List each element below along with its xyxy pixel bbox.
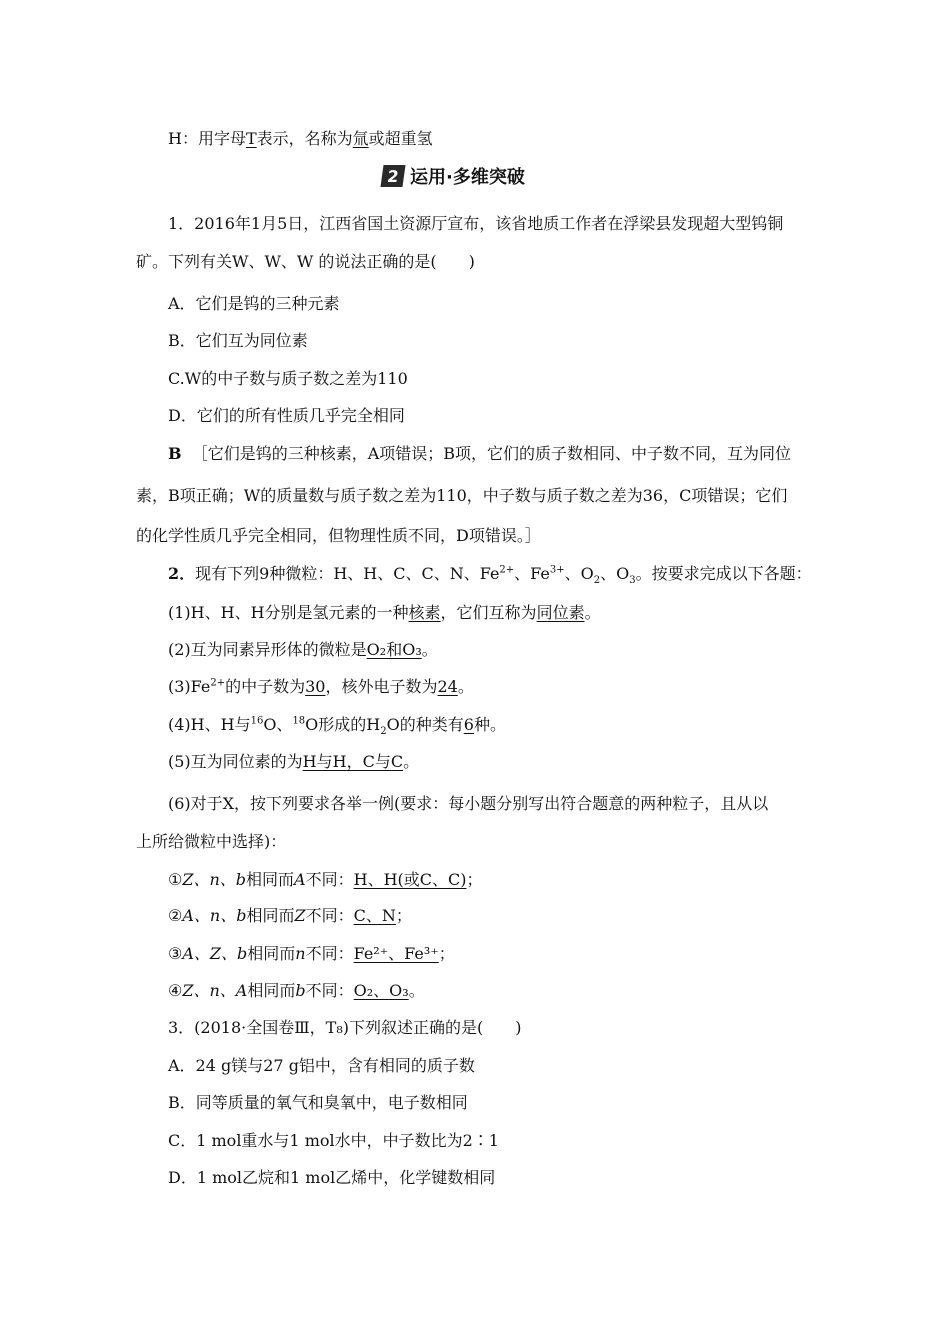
text: (5)互为同位素的为 [168,752,303,771]
q3-option-a: A．24 g镁与27 g铝中，含有相同的质子数 [168,1056,475,1075]
text: (3)Fe [168,677,211,696]
text: ，它们互称为 [440,603,537,622]
answer-blank: H、H(或C、C) [353,870,467,889]
text: (2)互为同素异形体的微粒是 [168,640,367,659]
answer-blank: Fe²⁺、Fe³⁺ [353,944,439,963]
q2-part2 [168,640,438,660]
q2-case2 [168,906,412,926]
text: 不同： [305,906,354,925]
mass-number: 16 [250,715,264,727]
q2-part6-line2: 上所给微粒中选择)： [136,832,287,851]
mass-number: 18 [292,715,306,727]
answer-blank: 6 [463,715,474,734]
text: 相同而 [247,944,296,963]
q1-stem-line2: 矿。下列有关W、W、W 的说法正确的是( ) [136,252,475,271]
text: 。 [421,640,438,659]
text: ④ [168,981,183,1000]
text: 现有下列9种微粒：H、H、C、C、N、Fe [195,564,500,583]
answer-blank: 30 [305,677,326,696]
answer-blank: C、N [353,906,396,925]
text: 的中子数为 [225,677,306,696]
text: 相同而 [246,906,295,925]
q3-stem: 3．(2018·全国卷Ⅲ，T₈)下列叙述正确的是( ) [168,1018,522,1037]
answer-blank: 24 [437,677,458,696]
variable: Z [294,906,306,925]
q2-part4 [168,715,506,738]
charge: 3+ [549,564,565,576]
text: 、O [564,564,594,583]
variables: A、Z、b [182,944,248,963]
charge: 2+ [210,677,226,689]
q2-part5 [168,752,419,772]
q1-answer-line1 [168,444,791,464]
variable: b [295,981,306,1000]
text: ； [466,870,483,889]
text: H：用字母 [168,129,246,148]
charge: 2+ [499,564,515,576]
text: 、Fe [514,564,550,583]
text: 。 [584,603,601,622]
q1-answer-line2: 素，B项正确；W的质量数与质子数之差为110，中子数与质子数之差为36，C项错误；它们 [136,486,788,505]
answer-blank: T [245,129,257,148]
text: 。 [457,677,474,696]
variables: Z、n、A [182,981,248,1000]
subscript: 2 [593,575,601,587]
text: (4)H、H与 [168,715,251,734]
text: 不同： [305,870,354,889]
text: 。按要求完成以下各题： [635,564,812,583]
text: ； [395,906,412,925]
text: ③ [168,944,183,963]
q2-case4 [168,981,425,1001]
q1-option-a: A．它们是钨的三种元素 [168,294,340,313]
text: 。 [408,981,425,1000]
variables: A、n、b [182,906,247,925]
q2-part1 [168,603,601,623]
text: ① [168,870,183,889]
text: O的种类有 [386,715,464,734]
section-banner [382,163,525,189]
text: 。 [403,752,420,771]
q3-option-b: B．同等质量的氧气和臭氧中，电子数相同 [168,1093,468,1112]
variable: A [294,870,306,889]
q2-stem [168,564,812,587]
text: 表示，名称为 [256,129,353,148]
text: O形成的H [305,715,381,734]
text: 相同而 [246,870,295,889]
tritium-line [168,129,433,149]
q2-case3 [168,944,455,964]
subscript: 2 [380,726,387,738]
q2-part3 [168,677,474,697]
answer-letter: B [168,444,182,463]
q3-option-d: D．1 mol乙烷和1 mol乙烯中，化学键数相同 [168,1168,496,1187]
q1-answer-line3: 的化学性质几乎完全相同，但物理性质不同，D项错误。］ [136,526,541,545]
text: 相同而 [247,981,296,1000]
q3-option-c: C．1 mol重水与1 mol水中，中子数比为2∶1 [168,1131,499,1150]
subscript: 3 [629,575,636,587]
text: ，核外电子数为 [325,677,438,696]
text: 不同： [305,981,354,1000]
q2-part6-line1: (6)对于X，按下列要求各举一例(要求：每小题分别写出符合题意的两种粒子，且从以 [168,794,769,813]
answer-blank: H与H，C与C [302,752,404,771]
answer-blank: 核素 [408,603,441,622]
text: ② [168,906,183,925]
text: 或超重氢 [368,129,433,148]
answer-blank: O₂、O₃ [353,981,409,1000]
q1-stem-line1: 1．2016年1月5日，江西省国土资源厅宣布，该省地质工作者在浮梁县发现超大型钨铜 [168,214,784,233]
text: ［它们是钨的三种核素，A项错误；B项，它们的质子数相同、中子数不同，互为同位 [191,444,792,463]
q1-option-b: B．它们互为同位素 [168,331,308,350]
section-title: 运用·多维突破 [410,167,525,188]
text: 不同： [305,944,354,963]
answer-blank: O₂和O₃ [366,640,422,659]
q1-option-c: C.W的中子数与质子数之差为110 [168,369,408,388]
section-number-badge: 2 [380,165,405,187]
variables: Z、n、b [182,870,247,889]
text: 种。 [473,715,506,734]
q2-case1 [168,870,483,890]
answer-blank: 氚 [352,129,369,148]
q1-option-d: D．它们的所有性质几乎完全相同 [168,406,405,425]
variable: n [295,944,306,963]
answer-blank: 同位素 [536,603,585,622]
text: 、O [600,564,630,583]
text: O、 [263,715,293,734]
question-number: 2． [168,564,196,583]
text: (1)H、H、H分别是氢元素的一种 [168,603,409,622]
text: ； [438,944,455,963]
